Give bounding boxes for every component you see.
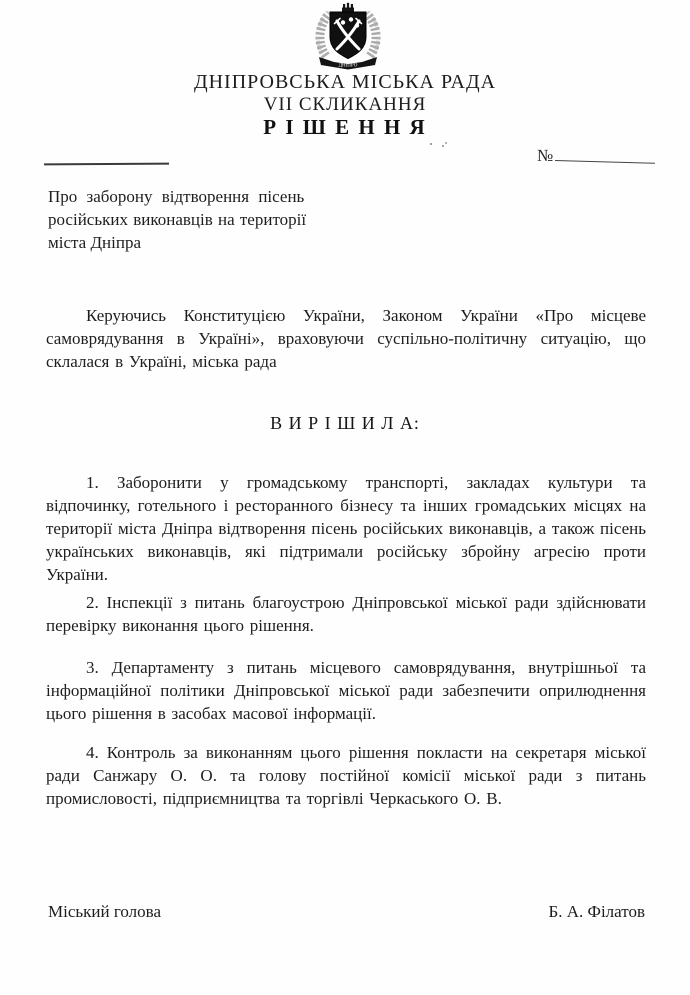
resolution-item-3: 3. Департаменту з питань місцевого самоврядування, внутрішньої та інформаційної політики Дніпровської міської ради забезпечити оприлюднення цього рішення в засобах масової інформації. (46, 658, 646, 723)
subject-line: міста Дніпра (48, 233, 142, 252)
resolution-item-2: 2. Інспекції з питань благоустрою Дніпровської міської ради здійснювати перевірку виконання цього рішення. (46, 593, 646, 635)
emblem-banner-text: ДНІПРО (338, 63, 358, 69)
resolution-heading: В И Р І Ш И Л А: (270, 413, 420, 433)
signatory-title: Міський голова (48, 902, 161, 921)
number-blank-line (555, 148, 655, 164)
convocation: VII СКЛИКАННЯ (263, 94, 427, 115)
signatory-name: Б. А. Філатов (548, 902, 645, 921)
resolution-item-1: 1. Заборонити у громадському транспорті, закладах культури та відпочинку, готельного і ресторанного бізнесу та інших громадських місцях на території міста Дніпра відтворення пісень російських виконавців, а також пісень українських виконавців, які підтримали російську збройну агресію проти України. (46, 473, 646, 584)
document-type-title: Р І Ш Е Н Н Я (263, 115, 427, 139)
council-name: ДНІПРОВСЬКА МІСЬКА РАДА (193, 71, 497, 93)
number-label: № (537, 146, 554, 165)
city-coat-of-arms (310, 2, 386, 70)
scan-noise-marks (430, 143, 432, 145)
resolution-item-4: 4. Контроль за виконанням цього рішення покласти на секретаря міської ради Санжару О. О. та голову постійної комісії міської ради з питань промисловості, підприємництва та торгівлі Черкаського О. В. (46, 743, 646, 808)
preamble-paragraph: Керуючись Конституцією України, Законом України «Про місцеве самоврядування в Україні», враховуючи суспільно-політичну ситуацію, що склалася в Україні, міська рада (46, 306, 646, 371)
crown-icon (342, 3, 354, 12)
date-blank-line (44, 149, 169, 166)
document-number-field (537, 146, 655, 166)
subject-line: російських виконавців на території (48, 210, 307, 229)
subject-block (48, 185, 306, 254)
signature-row (48, 902, 645, 922)
subject-line: Про заборону відтворення пісень (48, 187, 305, 206)
coat-of-arms-graphic (310, 2, 386, 70)
